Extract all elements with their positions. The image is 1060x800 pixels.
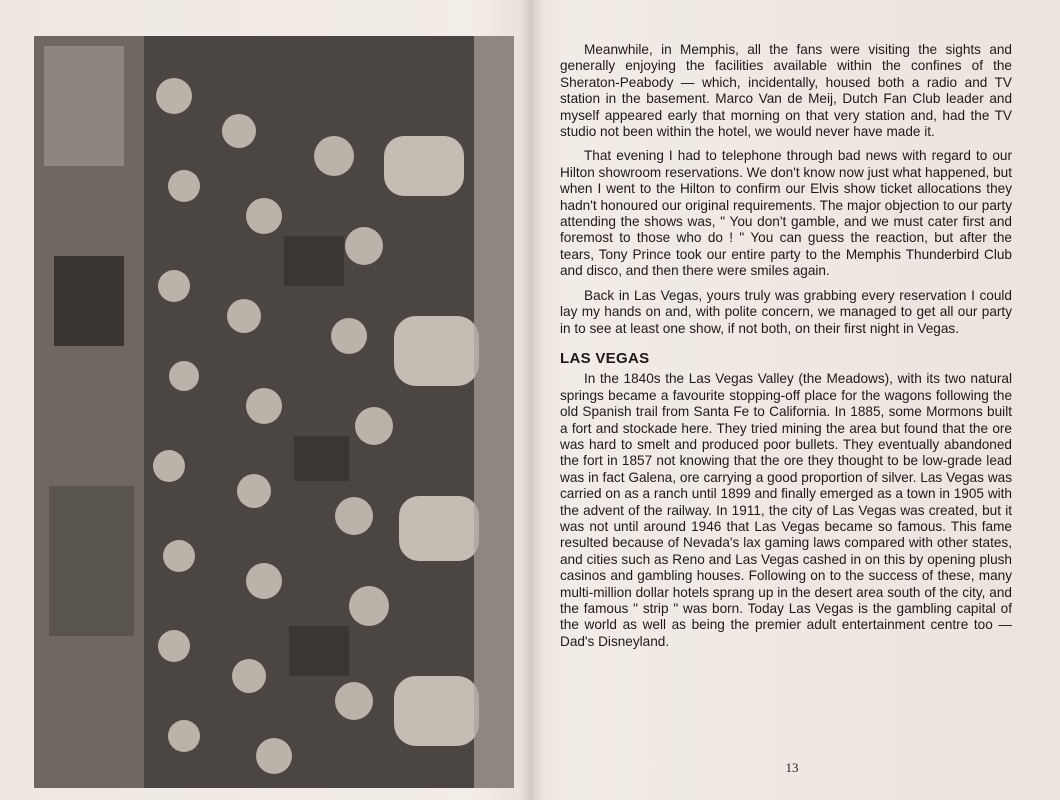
paragraph-memphis: Meanwhile, in Memphis, all the fans were visiting the sights and generally enjoying the facilities available within the confines of the Sheraton-Peabody — which, incidentally, housed both a radio and TV station in the basement. Marco Van de Meij, Dutch Fan Club leader and myself appeared early that morning on that very station and, had the TV studio not been within the hotel, we would never have made it. — [560, 42, 1012, 140]
paragraph-las-vegas-reservations: Back in Las Vegas, yours truly was grabbing every reservation I could lay my hands on and, with polite concern, we managed to get all our party in to see at least one show, if not both, on their first night in Vegas. — [560, 287, 1012, 336]
right-page — [540, 0, 1060, 800]
group-photo — [34, 36, 514, 788]
paragraph-history: In the 1840s the Las Vegas Valley (the Meadows), with its two natural springs became a favourite stopping-off place for the wagons following the old Spanish trail from Santa Fe to California. In 1885, some Mormons built a fort and stockade here. They tried mining the area but found that the ore was hard to smelt and produced poor bullets. They eventually abandoned the fort in 1857 not knowing that the ore they thought to be low-grade lead was in fact Galena, ore carrying a good proportion of silver. Las Vegas was carried on as a ranch until 1899 and finally emerged as a town in 1905 with the advent of the railway. In 1911, the city of Las Vegas was created, but it was not until around 1946 that Las Vegas became so famous. This fame resulted because of Nevada's lax gaming laws compared with other states, and cities such as Reno and Las Vegas cashed in on this by opening plush casinos and gambling houses. Following on to the success of these, many multi-million dollar hotels sprang up in the desert area south of the city, and the famous " strip " was born. Today Las Vegas is the gambling capital of the world as well as being the premier adult entertainment centre too — Dad's Disneyland. — [560, 371, 1012, 649]
group-photo-icon — [34, 36, 514, 788]
article-text — [560, 42, 1012, 658]
paragraph-hilton: That evening I had to telephone through bad news with regard to our Hilton showroom reservations. We don't know now just what happened, but when I went to the Hilton to confirm our Elvis show ticket allocations they hadn't honoured our original requirements. The major objection to our party attending the shows was, " You don't gamble, and we must cater first and foremost to those who do ! " You can guess the reaction, but after the tears, Tony Prince took our entire party to the Memphis Thunderbird Club and disco, and then there were smiles again. — [560, 148, 1012, 279]
page-number: 13 — [785, 760, 799, 775]
section-heading: LAS VEGAS — [560, 349, 650, 367]
